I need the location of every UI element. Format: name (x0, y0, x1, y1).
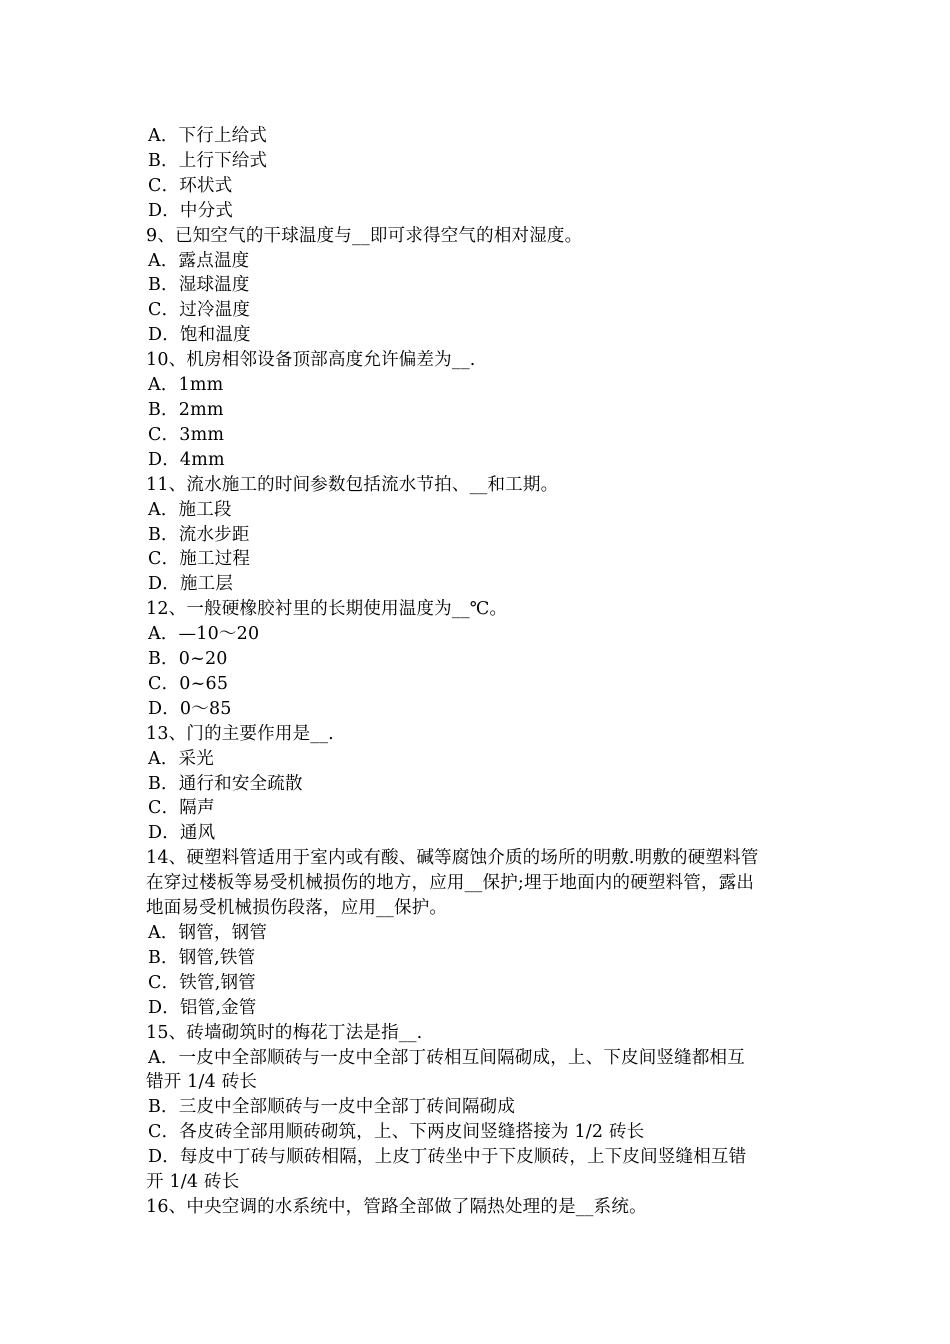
question-text-line: 10、机房相邻设备顶部高度允许偏差为__. (146, 350, 476, 371)
answer-option-line: C．施工过程 (148, 549, 251, 570)
answer-option-line: C．铁管,钢管 (148, 972, 256, 993)
answer-option-line: C．环状式 (148, 175, 233, 196)
question-text-line: 12、一般硬橡胶衬里的长期使用温度为__℃。 (146, 599, 508, 620)
answer-option-line: B．通行和安全疏散 (148, 773, 303, 794)
question-text-line: 在穿过楼板等易受机械损伤的地方，应用__保护;埋于地面内的硬塑料管，露出 (146, 873, 755, 894)
question-text-line: 16、中央空调的水系统中，管路全部做了隔热处理的是__系统。 (146, 1196, 647, 1217)
answer-option-line: B．流水步距 (148, 524, 250, 545)
answer-option-line: A．采光 (148, 748, 214, 769)
question-text-line: 15、砖墙砌筑时的梅花丁法是指__. (146, 1022, 423, 1043)
answer-option-line: B．0~20 (148, 649, 228, 670)
question-text-line: 地面易受机械损伤段落，应用__保护。 (146, 898, 448, 919)
answer-option-line: B．三皮中全部顺砖与一皮中全部丁砖间隔砌成 (148, 1097, 516, 1118)
question-text-line: 错开 1/4 砖长 (146, 1072, 258, 1093)
answer-option-line: D．铝管,金管 (148, 997, 257, 1018)
answer-option-line: D．4mm (148, 449, 225, 470)
answer-option-line: C．隔声 (148, 798, 215, 819)
answer-option-line: D．施工层 (148, 574, 234, 595)
answer-option-line: A．钢管，钢管 (148, 923, 268, 943)
answer-option-line: D．每皮中丁砖与顺砖相隔，上皮丁砖坐中于下皮顺砖，上下皮间竖缝相互错 (148, 1147, 747, 1168)
answer-option-line: A．1mm (148, 375, 224, 396)
answer-option-line: A．一皮中全部顺砖与一皮中全部丁砖相互间隔砌成，上、下皮间竖缝都相互 (148, 1047, 745, 1068)
answer-option-line: B．2mm (148, 399, 224, 420)
question-text-line: 13、门的主要作用是__. (146, 723, 334, 744)
answer-option-line: B．湿球温度 (148, 275, 250, 296)
answer-option-line: C．0~65 (148, 673, 229, 694)
question-text-line: 11、流水施工的时间参数包括流水节拍、__和工期。 (146, 474, 559, 495)
question-text-line: 开 1/4 砖长 (146, 1172, 240, 1193)
answer-option-line: C．过冷温度 (148, 300, 251, 321)
document-page (146, 124, 816, 1220)
answer-option-line: C．各皮砖全部用顺砖砌筑，上、下两皮间竖缝搭接为 1/2 砖长 (148, 1122, 645, 1143)
answer-option-line: B．钢管,铁管 (148, 947, 256, 968)
answer-option-line: D．通风 (148, 823, 216, 844)
question-text-line: 9、已知空气的干球温度与__即可求得空气的相对湿度。 (146, 225, 583, 246)
answer-option-line: C．3mm (148, 424, 225, 445)
answer-option-line: D．中分式 (148, 200, 234, 221)
answer-option-line: A．下行上给式 (148, 126, 268, 146)
answer-option-line: A．施工段 (148, 499, 232, 520)
answer-option-line: D．0～85 (148, 698, 232, 719)
answer-option-line: D．饱和温度 (148, 325, 251, 346)
answer-option-line: A．露点温度 (148, 250, 250, 271)
answer-option-line: B．上行下给式 (148, 150, 268, 171)
answer-option-line: A．—10～20 (148, 624, 260, 645)
question-text-line: 14、硬塑料管适用于室内或有酸、碱等腐蚀介质的场所的明敷.明敷的硬塑料管 (146, 848, 759, 869)
